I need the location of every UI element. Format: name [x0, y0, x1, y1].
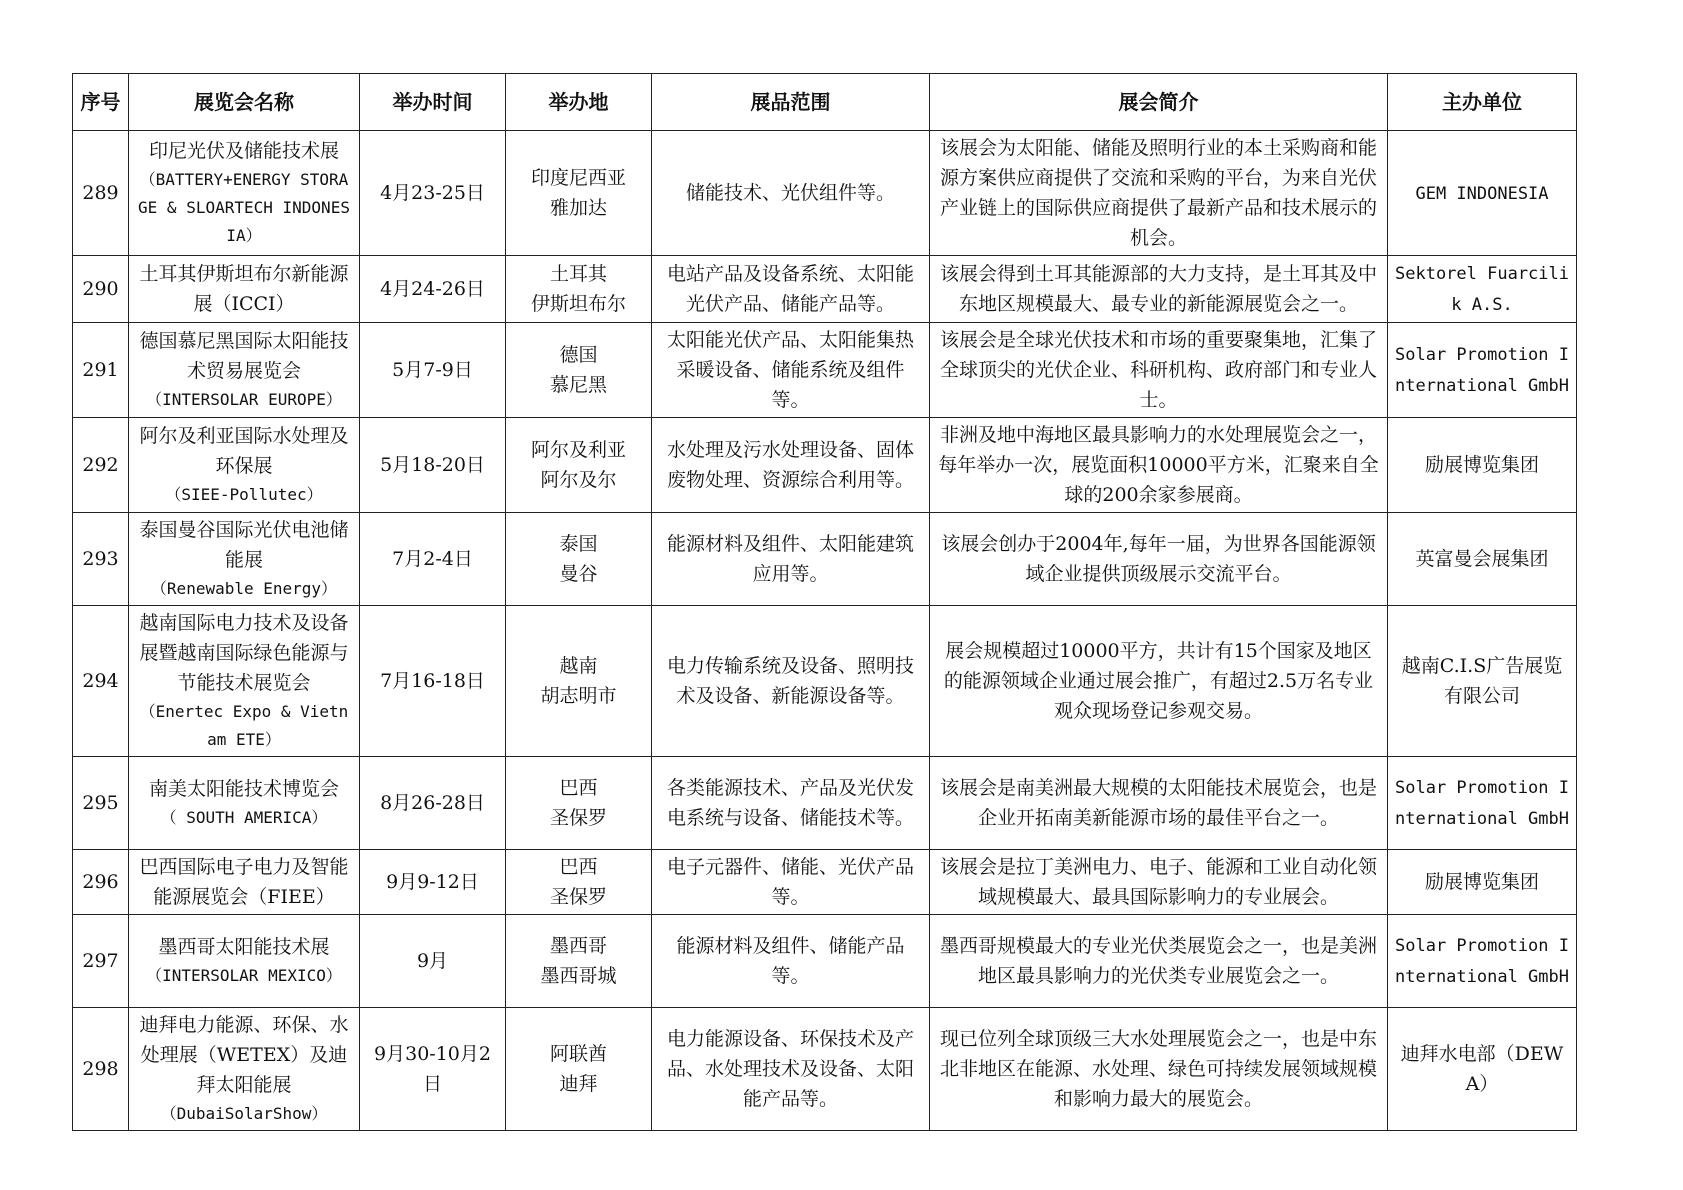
- cell-name: [129, 323, 360, 418]
- cell-intro-text: 该展会是南美洲最大规模的太阳能技术展览会，也是企业开拓南美新能源市场的最佳平台之一。: [939, 777, 1377, 829]
- cell-date-text: 8月26-28日: [380, 792, 485, 814]
- cell-scope-text: 电力传输系统及设备、照明技术及设备、新能源设备等。: [666, 655, 914, 707]
- cell-name-english: （DubaiSolarShow）: [160, 1104, 328, 1123]
- table-row: [73, 513, 1577, 606]
- cell-intro-text: 非洲及地中海地区最具影响力的水处理展览会之一，每年举办一次，展览面积10000平方米，汇聚来自全球的200余家参展商。: [938, 424, 1379, 506]
- cell-seq-text: 292: [82, 454, 119, 476]
- cell-place: [506, 757, 652, 850]
- cell-organizer-text: Solar Promotion International GmbH: [1395, 778, 1569, 829]
- cell-place: [506, 513, 652, 606]
- table-row: [73, 915, 1577, 1008]
- cell-name-text: 阿尔及利亚国际水处理及环保展: [139, 425, 349, 477]
- table-row: [73, 850, 1577, 915]
- cell-name-text: 墨西哥太阳能技术展: [158, 936, 330, 958]
- cell-scope-text: 各类能源技术、产品及光伏发电系统与设备、储能技术等。: [666, 777, 914, 829]
- cell-name: [129, 418, 360, 513]
- cell-intro: [930, 323, 1388, 418]
- cell-date-text: 9月: [416, 950, 449, 972]
- cell-intro-text: 该展会为太阳能、储能及照明行业的本土采购商和能源方案供应商提供了交流和采购的平台，为来自光伏产业链上的国际供应商提供了最新产品和技术展示的机会。: [939, 137, 1377, 249]
- cell-date: [360, 915, 506, 1008]
- cell-date: [360, 513, 506, 606]
- cell-name-text: 印尼光伏及储能技术展: [148, 140, 339, 162]
- cell-seq-text: 290: [82, 278, 119, 300]
- cell-name: [129, 513, 360, 606]
- cell-seq: [73, 757, 129, 850]
- header-name: 展览会名称: [129, 74, 360, 131]
- cell-scope-text: 能源材料及组件、太阳能建筑应用等。: [666, 533, 914, 585]
- cell-date-text: 7月16-18日: [380, 670, 485, 692]
- cell-name-text: 越南国际电力技术及设备展暨越南国际绿色能源与节能技术展览会: [139, 612, 349, 694]
- cell-organizer-text: 越南C.I.S广告展览有限公司: [1401, 655, 1563, 707]
- cell-place-text: 德国 慕尼黑: [549, 344, 607, 396]
- cell-scope-text: 能源材料及组件、储能产品等。: [676, 935, 905, 987]
- cell-date: [360, 256, 506, 323]
- cell-name: [129, 606, 360, 757]
- cell-name-english: （Renewable Energy）: [150, 579, 338, 598]
- cell-date-text: 9月30-10月2日: [374, 1043, 491, 1095]
- cell-seq: [73, 915, 129, 1008]
- cell-date-text: 7月2-4日: [392, 548, 473, 570]
- cell-name-english: （INTERSOLAR EUROPE）: [146, 390, 342, 409]
- header-organizer: 主办单位: [1388, 74, 1577, 131]
- cell-seq: [73, 606, 129, 757]
- cell-place-text: 越南 胡志明市: [540, 655, 617, 707]
- cell-seq: [73, 850, 129, 915]
- header-place: 举办地: [506, 74, 652, 131]
- table-row: [73, 323, 1577, 418]
- cell-name-text: 巴西国际电子电力及智能能源展览会（FIEE）: [139, 856, 349, 908]
- cell-name-text: 德国慕尼黑国际太阳能技术贸易展览会: [139, 330, 349, 382]
- cell-date-text: 4月23-25日: [380, 182, 485, 204]
- cell-date: [360, 323, 506, 418]
- cell-intro-text: 该展会得到土耳其能源部的大力支持，是土耳其及中东地区规模最大、最专业的新能源展览会之一。: [939, 263, 1377, 315]
- cell-intro-text: 现已位列全球顶级三大水处理展览会之一，也是中东北非地区在能源、水处理、绿色可持续发展领域规模和影响力最大的展览会。: [939, 1028, 1377, 1110]
- cell-name-english: （ SOUTH AMERICA）: [160, 808, 328, 827]
- cell-place: [506, 323, 652, 418]
- cell-intro: [930, 131, 1388, 256]
- header-seq: 序号: [73, 74, 129, 131]
- cell-intro: [930, 850, 1388, 915]
- cell-scope: [652, 513, 930, 606]
- cell-date: [360, 850, 506, 915]
- cell-date: [360, 418, 506, 513]
- cell-name-english: （INTERSOLAR MEXICO）: [146, 966, 342, 985]
- cell-intro: [930, 513, 1388, 606]
- header-scope: 展品范围: [652, 74, 930, 131]
- table-row: [73, 256, 1577, 323]
- cell-name: [129, 915, 360, 1008]
- cell-scope: [652, 915, 930, 1008]
- table-header-row: [73, 74, 1577, 131]
- cell-organizer-text: 英富曼会展集团: [1415, 548, 1549, 570]
- cell-scope-text: 水处理及污水处理设备、固体废物处理、资源综合利用等。: [666, 439, 914, 491]
- cell-name-text: 泰国曼谷国际光伏电池储能展: [139, 519, 349, 571]
- cell-seq: [73, 323, 129, 418]
- cell-seq-text: 296: [82, 871, 119, 893]
- cell-scope: [652, 256, 930, 323]
- cell-seq: [73, 131, 129, 256]
- cell-scope: [652, 418, 930, 513]
- cell-organizer-text: 迪拜水电部（DEWA）: [1400, 1043, 1564, 1095]
- cell-seq-text: 297: [82, 950, 119, 972]
- exhibition-table-page: [72, 73, 1576, 1131]
- cell-organizer: [1388, 513, 1577, 606]
- cell-place: [506, 606, 652, 757]
- cell-scope-text: 电力能源设备、环保技术及产品、水处理技术及设备、太阳能产品等。: [666, 1028, 914, 1110]
- cell-name: [129, 757, 360, 850]
- cell-intro: [930, 606, 1388, 757]
- cell-name-english: （Enertec Expo & Vietnam ETE）: [139, 702, 349, 749]
- cell-intro: [930, 418, 1388, 513]
- table-row: [73, 418, 1577, 513]
- cell-name: [129, 1008, 360, 1131]
- cell-intro-text: 墨西哥规模最大的专业光伏类展览会之一，也是美洲地区最具影响力的光伏类专业展览会之一。: [939, 935, 1377, 987]
- cell-scope: [652, 757, 930, 850]
- cell-organizer: [1388, 131, 1577, 256]
- cell-intro: [930, 1008, 1388, 1131]
- cell-date-text: 5月18-20日: [380, 454, 485, 476]
- cell-name-text: 土耳其伊斯坦布尔新能源展（ICCI）: [139, 263, 349, 315]
- cell-seq: [73, 256, 129, 323]
- cell-place: [506, 850, 652, 915]
- cell-seq-text: 289: [82, 182, 119, 204]
- cell-organizer: [1388, 915, 1577, 1008]
- cell-organizer: [1388, 323, 1577, 418]
- cell-organizer-text: Solar Promotion International GmbH: [1395, 345, 1569, 396]
- cell-scope: [652, 131, 930, 256]
- cell-place: [506, 915, 652, 1008]
- cell-date: [360, 131, 506, 256]
- cell-seq-text: 294: [82, 670, 119, 692]
- cell-name-text: 迪拜电力能源、环保、水处理展（WETEX）及迪拜太阳能展: [139, 1014, 349, 1096]
- cell-seq: [73, 1008, 129, 1131]
- header-intro: 展会简介: [930, 74, 1388, 131]
- cell-place: [506, 1008, 652, 1131]
- cell-place-text: 巴西 圣保罗: [549, 777, 607, 829]
- cell-organizer-text: 励展博览集团: [1424, 454, 1539, 476]
- cell-place-text: 阿联酋 迪拜: [549, 1043, 607, 1095]
- cell-scope: [652, 606, 930, 757]
- cell-scope-text: 电子元器件、储能、光伏产品等。: [666, 856, 914, 908]
- table-row: [73, 757, 1577, 850]
- cell-intro: [930, 757, 1388, 850]
- cell-name-text: 南美太阳能技术博览会: [148, 778, 339, 800]
- cell-name: [129, 131, 360, 256]
- cell-intro-text: 该展会是全球光伏技术和市场的重要聚集地，汇集了全球顶尖的光伏企业、科研机构、政府部门和专业人士。: [939, 329, 1377, 411]
- cell-place-text: 土耳其 伊斯坦布尔: [530, 263, 626, 315]
- cell-seq-text: 295: [82, 792, 119, 814]
- cell-organizer: [1388, 606, 1577, 757]
- cell-organizer: [1388, 850, 1577, 915]
- cell-place-text: 墨西哥 墨西哥城: [540, 935, 617, 987]
- cell-name: [129, 850, 360, 915]
- cell-date: [360, 606, 506, 757]
- cell-organizer-text: 励展博览集团: [1424, 871, 1539, 893]
- cell-organizer-text: Solar Promotion International GmbH: [1395, 936, 1569, 987]
- cell-organizer: [1388, 757, 1577, 850]
- cell-date: [360, 757, 506, 850]
- cell-scope: [652, 1008, 930, 1131]
- cell-place-text: 巴西 圣保罗: [549, 856, 607, 908]
- cell-date-text: 9月9-12日: [386, 871, 479, 893]
- cell-scope-text: 储能技术、光伏组件等。: [685, 182, 895, 204]
- cell-name-english: （BATTERY+ENERGY STORAGE & SLOARTECH INDONESIA）: [138, 170, 350, 245]
- cell-organizer: [1388, 418, 1577, 513]
- cell-intro-text: 展会规模超过10000平方，共计有15个国家及地区的能源领域企业通过展会推广，有超过2.5万名专业观众现场登记参观交易。: [943, 640, 1374, 722]
- cell-intro-text: 该展会创办于2004年,每年一届，为世界各国能源领域企业提供顶级展示交流平台。: [941, 533, 1376, 585]
- cell-seq-text: 298: [82, 1058, 119, 1080]
- table-row: [73, 131, 1577, 256]
- cell-date-text: 4月24-26日: [380, 278, 485, 300]
- cell-date: [360, 1008, 506, 1131]
- header-date: 举办时间: [360, 74, 506, 131]
- table-body: [73, 131, 1577, 1131]
- cell-scope-text: 太阳能光伏产品、太阳能集热采暖设备、储能系统及组件等。: [666, 329, 914, 411]
- cell-date-text: 5月7-9日: [392, 359, 473, 381]
- table-row: [73, 606, 1577, 757]
- cell-organizer: [1388, 256, 1577, 323]
- cell-seq: [73, 418, 129, 513]
- cell-place: [506, 131, 652, 256]
- cell-name: [129, 256, 360, 323]
- cell-scope-text: 电站产品及设备系统、太阳能光伏产品、储能产品等。: [666, 263, 914, 315]
- cell-organizer-text: GEM INDONESIA: [1415, 183, 1549, 204]
- cell-organizer: [1388, 1008, 1577, 1131]
- exhibition-table: [72, 73, 1577, 1131]
- table-row: [73, 1008, 1577, 1131]
- cell-place-text: 印度尼西亚 雅加达: [530, 167, 626, 219]
- cell-intro: [930, 915, 1388, 1008]
- cell-organizer-text: Sektorel Fuarcilik A.S.: [1395, 264, 1569, 315]
- cell-seq-text: 293: [82, 548, 119, 570]
- cell-scope: [652, 323, 930, 418]
- cell-seq: [73, 513, 129, 606]
- cell-intro: [930, 256, 1388, 323]
- cell-place: [506, 418, 652, 513]
- cell-place-text: 阿尔及利亚 阿尔及尔: [530, 439, 626, 491]
- cell-name-english: （SIEE-Pollutec）: [165, 485, 323, 504]
- cell-intro-text: 该展会是拉丁美洲电力、电子、能源和工业自动化领域规模最大、最具国际影响力的专业展会。: [939, 856, 1377, 908]
- cell-scope: [652, 850, 930, 915]
- cell-seq-text: 291: [82, 359, 119, 381]
- cell-place: [506, 256, 652, 323]
- cell-place-text: 泰国 曼谷: [559, 533, 598, 585]
